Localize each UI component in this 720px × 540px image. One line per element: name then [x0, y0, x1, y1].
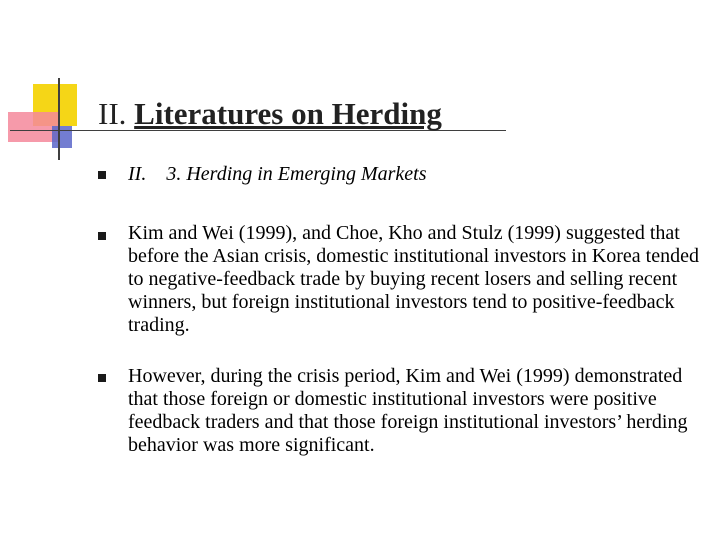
- title-section-number: II.: [98, 96, 127, 131]
- decorative-pink-rectangle: [8, 112, 58, 142]
- bullet-item-subsection: [128, 163, 426, 186]
- bullet-item-paragraph: Kim and Wei (1999), and Choe, Kho and Stulz (1999) suggested that before the Asian crisis, domestic institutional investors in Korea tended to negative-feedback trade by buying recent losers and selling recent winners, but foreign institutional investors tend to positive-feedback trading.: [128, 222, 699, 336]
- bullet-square-icon: [98, 232, 106, 240]
- subsection-prefix: II.: [128, 163, 147, 185]
- bullet-item-paragraph: However, during the crisis period, Kim and Wei (1999) demonstrated that those foreign or domestic institutional investors were positive feedback traders and that those foreign institutional investors’ herding behavior was more significant.: [128, 365, 688, 456]
- slide-title: [98, 96, 442, 132]
- decorative-vertical-rule: [58, 78, 60, 160]
- bullet-square-icon: [98, 171, 106, 179]
- title-heading-text: Literatures on Herding: [134, 96, 442, 131]
- subsection-title: 3. Herding in Emerging Markets: [166, 163, 427, 185]
- bullet-square-icon: [98, 374, 106, 382]
